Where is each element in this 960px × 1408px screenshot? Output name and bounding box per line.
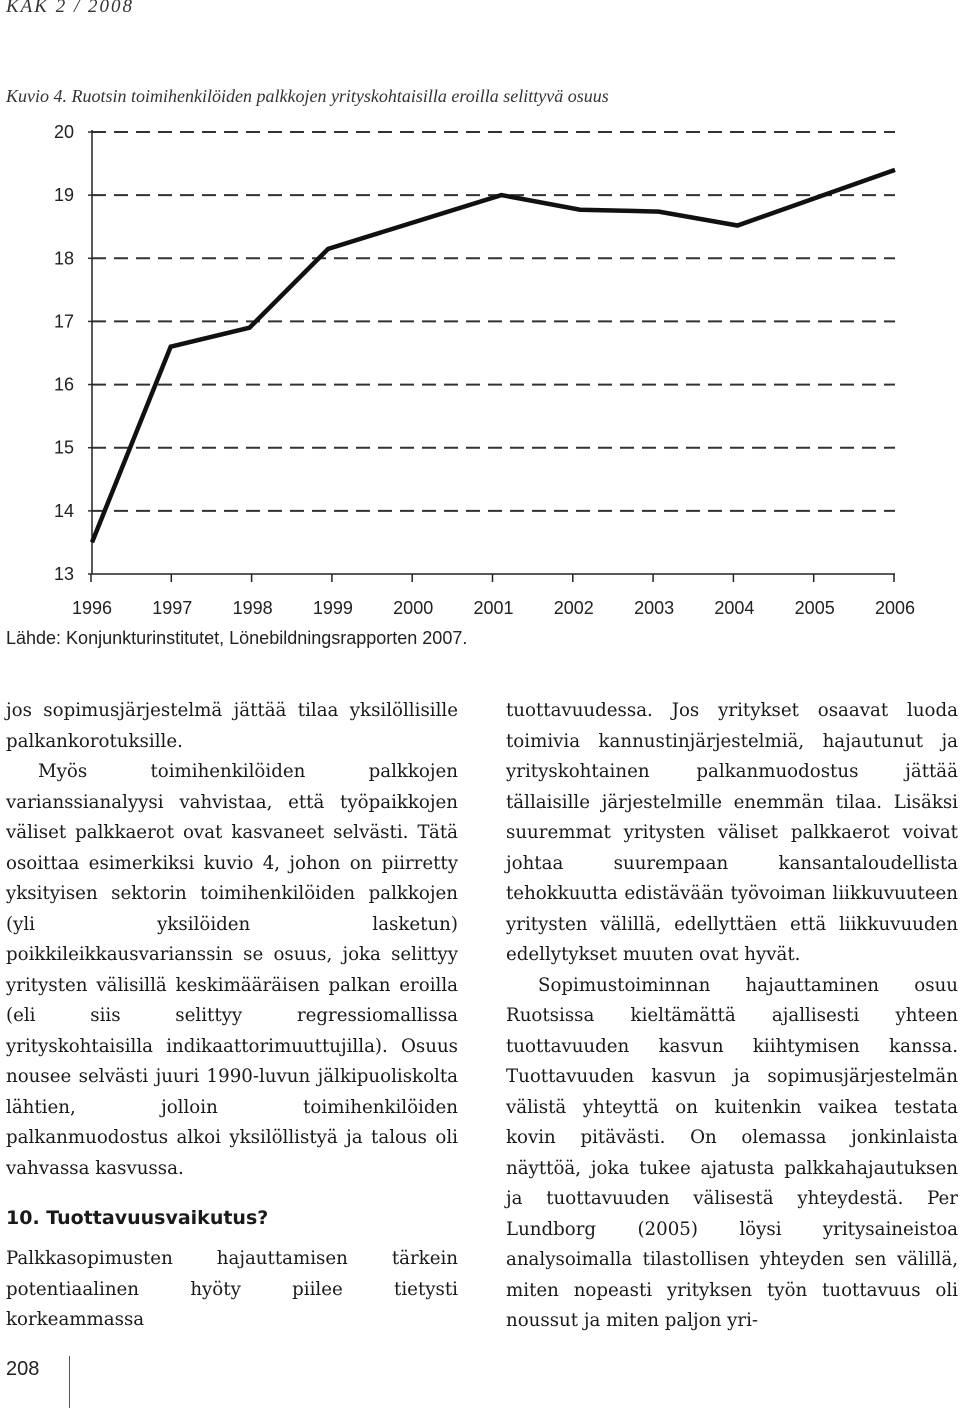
body-column-left <box>6 696 458 1336</box>
x-tick-label: 2001 <box>473 598 514 618</box>
x-tick-label: 2005 <box>794 598 835 618</box>
x-tick-label: 2003 <box>634 598 675 618</box>
figure-source: Lähde: Konjunkturinstitutet, Lönebildningsrapporten 2007. <box>6 628 468 648</box>
paragraph: Myös toimihenkilöiden palkkojen varianssianalyysi vahvistaa, että työpaikkojen väliset palkkaerot ovat kasvaneet selvästi. Tätä osoittaa esimerkiksi kuvio 4, johon on piirretty yksityisen sektorin toimihenkilöiden palkkojen (yli yksilöiden lasketun) poikkileikkausvarianssin se osuus, joka selittyy yritysten välisillä keskimääräisen palkan eroilla (eli siis selittyy regressiomallissa yrityskohtaisilla indikaattorimuuttujilla). Osuus nousee selvästi juuri 1990-luvun jälkipuoliskolta lähtien, jolloin toimihenkilöiden palkanmuodostus alkoi yksilöllistyä ja talous oli vahvassa kasvussa. <box>6 761 458 1179</box>
paragraph: tuottavuudessa. Jos yritykset osaavat luoda toimivia kannustinjärjestelmiä, hajautunut ja yrityskohtainen palkanmuodostus jättää tällaisille järjestelmille enemmän tilaa. Lisäksi suuremmat yritysten väliset palkkaerot voivat johtaa suurempaan kansantaloudellista tehokkuutta edistävään työvoiman liikkuvuuteen yritysten välillä, edellyttäen että liikkuvuuden edellytykset muuten ovat hyvät. <box>506 700 958 965</box>
x-tick-label: 1997 <box>152 598 193 618</box>
y-tick-label: 18 <box>53 248 74 269</box>
journal-header: KAK 2 / 2008 <box>6 0 134 17</box>
chart-series <box>92 170 895 543</box>
x-tick-label: 2004 <box>714 598 755 618</box>
figure-caption: Kuvio 4. Ruotsin toimihenkilöiden palkkojen yrityskohtaisilla eroilla selittyvä osuus <box>6 86 609 106</box>
y-tick-label: 14 <box>53 500 74 521</box>
x-tick-label: 1998 <box>232 598 273 618</box>
x-tick-label: 2000 <box>393 598 434 618</box>
y-tick-label: 20 <box>53 122 74 142</box>
y-tick-label: 17 <box>53 311 74 332</box>
line-chart <box>0 112 960 624</box>
series-line <box>92 170 895 543</box>
y-tick-label: 13 <box>53 564 74 584</box>
x-tick-label: 2002 <box>553 598 594 618</box>
page-divider <box>69 1356 70 1408</box>
paragraph: Sopimustoiminnan hajauttaminen osuu Ruotsissa kieltämättä ajallisesti yhteen tuottavuuden kasvun kiihtymisen kanssa. Tuottavuuden kasvun ja sopimusjärjestelmän välistä yhteyttä on kuitenkin vaikea testata kovin pitävästi. On olemassa jonkinlaista näyttöä, joka tukee ajatusta palkkahajautuksen ja tuottavuuden välisestä yhteydestä. Per Lundborg (2005) löysi yritysaineistoa analysoimalla tilastollisen yhteyden sen välillä, miten nopeasti yrityksen työn tuottavuus oli noussut ja miten paljon yri- <box>506 974 958 1331</box>
y-tick-label: 19 <box>53 185 74 206</box>
x-tick-label: 2006 <box>874 598 916 618</box>
page-number: 208 <box>6 1358 40 1380</box>
y-tick-label: 16 <box>53 374 74 395</box>
paragraph: Palkkasopimusten hajauttamisen tärkein potentiaalinen hyöty piilee tietysti korkeammassa <box>6 1248 458 1330</box>
paragraph: jos sopimusjärjestelmä jättää tilaa yksilöllisille palkankorotuksille. <box>6 700 458 752</box>
section-heading: 10. Tuottavuusvaikutus? <box>6 1207 269 1229</box>
x-tick-label: 1999 <box>312 598 353 618</box>
y-tick-labels <box>54 122 74 584</box>
chart-gridlines <box>92 132 895 511</box>
x-tick-label: 1996 <box>71 598 113 618</box>
x-tick-labels <box>72 598 915 618</box>
body-column-right <box>506 696 958 1337</box>
y-tick-label: 15 <box>53 437 74 458</box>
